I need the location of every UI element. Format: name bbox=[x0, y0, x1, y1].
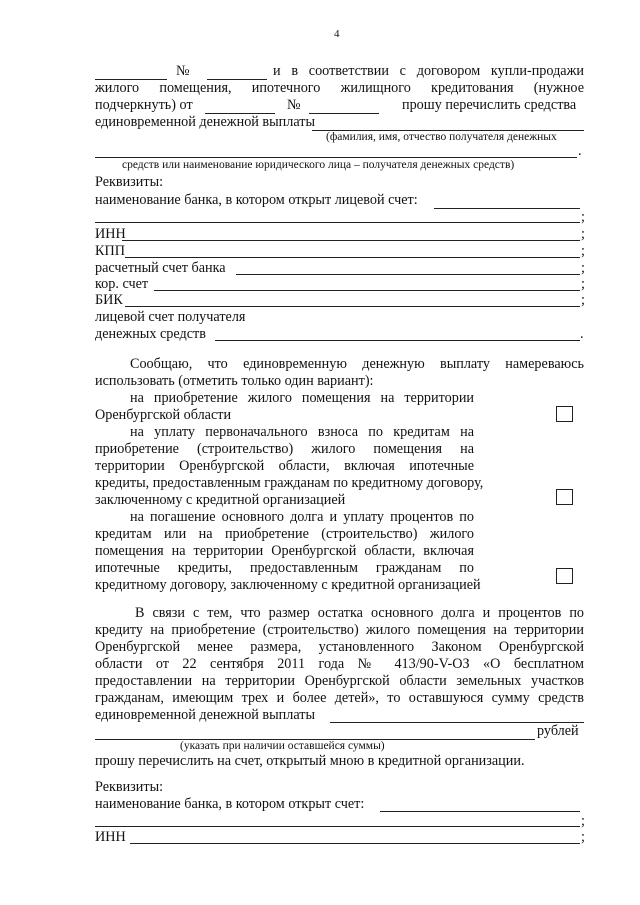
option-3-line-3: помещения на территории Оренбургской области, включая bbox=[95, 543, 474, 559]
bank-name-line-2[interactable] bbox=[95, 222, 580, 223]
remainder-line-5: предоставлении на территории Оренбургской области земельных участков bbox=[95, 673, 584, 689]
semicolon: ; bbox=[581, 292, 585, 308]
intro-line-3a: подчеркнуть) от bbox=[95, 97, 193, 113]
corr-account-line[interactable] bbox=[154, 290, 580, 291]
account-label: расчетный счет банка bbox=[95, 260, 226, 276]
bank-name-label-2: наименование банка, в котором открыт счет: bbox=[95, 796, 365, 812]
semicolon: ; bbox=[581, 209, 585, 225]
remainder-line-2: кредиту на приобретение (строительство) жилого помещения на территории bbox=[95, 622, 584, 638]
bank-name-line-4[interactable] bbox=[95, 826, 580, 827]
remainder-line-7: единовременной денежной выплаты bbox=[95, 707, 315, 723]
semicolon: ; bbox=[581, 276, 585, 292]
options-intro-2: использовать (отметить только один вариант): bbox=[95, 373, 374, 389]
option-3-line-4: ипотечные кредиты, предоставленным гражданам по bbox=[95, 560, 474, 576]
number-sign: № bbox=[287, 97, 301, 113]
option-2-line-1: на уплату первоначального взноса по кредитам на bbox=[130, 424, 474, 440]
fill-line[interactable] bbox=[309, 113, 379, 114]
bank-name-line[interactable] bbox=[434, 208, 580, 209]
personal-account-label-2: денежных средств bbox=[95, 326, 206, 342]
option-3-checkbox[interactable] bbox=[556, 568, 573, 584]
option-1-checkbox[interactable] bbox=[556, 406, 573, 422]
inn-line-2[interactable] bbox=[130, 843, 580, 844]
option-2-line-5: заключенному с кредитной организацией bbox=[95, 492, 346, 508]
semicolon: ; bbox=[581, 226, 585, 242]
number-sign: № bbox=[176, 63, 190, 79]
option-1-line-2: Оренбургской области bbox=[95, 407, 232, 423]
dot: . bbox=[580, 326, 584, 342]
transfer-request: прошу перечислить на счет, открытый мною в кредитной организации. bbox=[95, 753, 525, 769]
option-2-checkbox[interactable] bbox=[556, 489, 573, 505]
option-1-line-1: на приобретение жилого помещения на территории bbox=[130, 390, 474, 406]
dot: . bbox=[578, 143, 582, 159]
remainder-line-1: В связи с тем, что размер остатка основного долга и процентов по bbox=[135, 605, 584, 621]
intro-line-1: и в соответствии с договором купли-продажи bbox=[273, 63, 584, 79]
inn-line[interactable] bbox=[122, 240, 580, 241]
intro-line-2: жилого помещения, ипотечного жилищного кредитования (нужное bbox=[95, 80, 584, 96]
semicolon: ; bbox=[581, 813, 585, 829]
option-3-line-2: кредитам или на приобретение (строительство) жилого bbox=[95, 526, 474, 542]
rubles-label: рублей bbox=[537, 723, 579, 739]
bank-name-label: наименование банка, в котором открыт лицевой счет: bbox=[95, 192, 418, 208]
bank-name-line-3[interactable] bbox=[380, 811, 580, 812]
requisites-title: Реквизиты: bbox=[95, 174, 164, 190]
corr-account-label: кор. счет bbox=[95, 276, 149, 292]
recipient-line-2[interactable] bbox=[95, 157, 577, 158]
option-2-line-4: кредиты, предоставленным гражданам по кредитному договору, bbox=[95, 475, 484, 491]
bik-line[interactable] bbox=[125, 306, 580, 307]
remainder-line-6: гражданам, имеющим трех и более детей», то оставшуюся сумму средств bbox=[95, 690, 584, 706]
intro-line-4: единовременной денежной выплаты bbox=[95, 114, 315, 130]
personal-account-line[interactable] bbox=[215, 340, 580, 341]
option-3-line-5: кредитному договору, заключенному с кредитной организацией bbox=[95, 577, 481, 593]
options-intro-1: Сообщаю, что единовременную денежную выплату намереваюсь bbox=[130, 356, 584, 372]
inn-label-2: ИНН bbox=[95, 829, 126, 845]
option-3-line-1: на погашение основного долга и уплату процентов по bbox=[130, 509, 474, 525]
remainder-line-3: Оренбургской менее размера, установленного Законом Оренбургской bbox=[95, 639, 584, 655]
option-2-line-3: территории Оренбургской области, включая ипотечные bbox=[95, 458, 474, 474]
caption-sum: (указать при наличии оставшейся суммы) bbox=[180, 740, 385, 752]
personal-account-label: лицевой счет получателя bbox=[95, 309, 246, 325]
caption-recipient-1: (фамилия, имя, отчество получателя денежных bbox=[326, 131, 557, 143]
inn-label: ИНН bbox=[95, 226, 126, 242]
account-line[interactable] bbox=[236, 274, 580, 275]
intro-line-3b: прошу перечислить средства bbox=[402, 97, 577, 113]
remainder-line-4: области от 22 сентября 2011 года № 413/90-V-ОЗ «О бесплатном bbox=[95, 656, 584, 672]
bik-label: БИК bbox=[95, 292, 123, 308]
semicolon: ; bbox=[581, 243, 585, 259]
requisites-title-2: Реквизиты: bbox=[95, 779, 164, 795]
semicolon: ; bbox=[581, 260, 585, 276]
page-number: 4 bbox=[334, 28, 340, 40]
option-2-line-2: приобретение (строительство) жилого помещения на bbox=[95, 441, 474, 457]
kpp-line[interactable] bbox=[125, 257, 580, 258]
kpp-label: КПП bbox=[95, 243, 125, 259]
caption-recipient-2: средств или наименование юридического лица – получателя денежных средств) bbox=[122, 159, 515, 171]
semicolon: ; bbox=[581, 829, 585, 845]
